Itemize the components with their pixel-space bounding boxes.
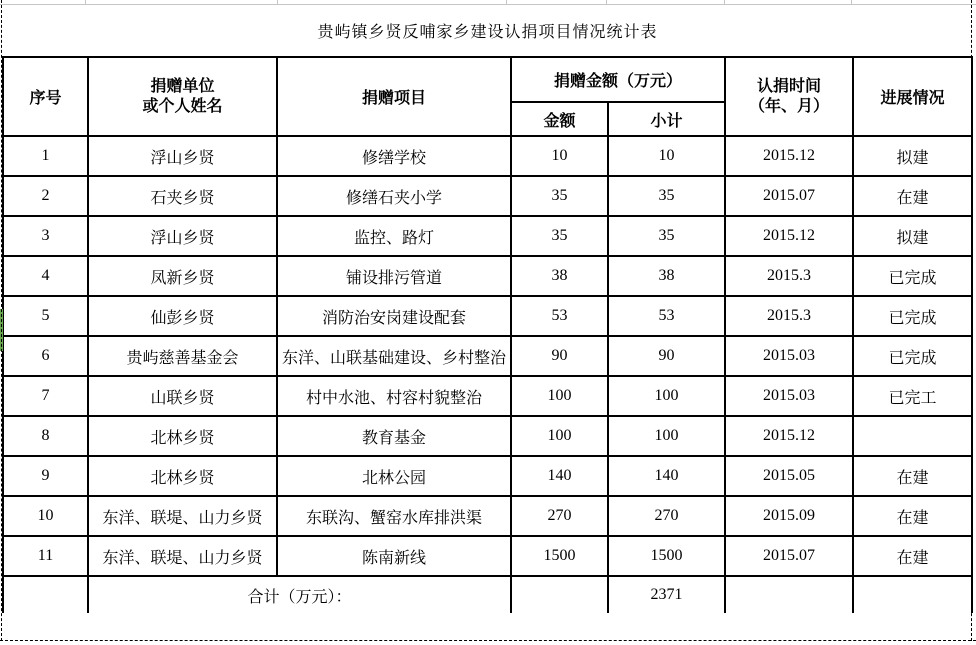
cell-project[interactable]: 教育基金 bbox=[277, 416, 511, 456]
cell-donor[interactable]: 凤新乡贤 bbox=[88, 256, 277, 296]
cell-seq[interactable]: 1 bbox=[3, 136, 88, 176]
cell-seq[interactable]: 9 bbox=[3, 456, 88, 496]
cell-time[interactable]: 2015.05 bbox=[725, 456, 853, 496]
cell-amount[interactable]: 140 bbox=[511, 456, 608, 496]
cell-donor[interactable]: 浮山乡贤 bbox=[88, 136, 277, 176]
total-progress-cell[interactable] bbox=[853, 576, 972, 613]
header-time-line1: 认捐时间 bbox=[756, 77, 821, 95]
cell-project[interactable]: 东联沟、蟹窑水库排洪渠 bbox=[277, 496, 511, 536]
cell-seq[interactable]: 7 bbox=[3, 376, 88, 416]
cell-progress[interactable] bbox=[853, 416, 972, 456]
cell-time[interactable]: 2015.03 bbox=[725, 336, 853, 376]
cell-project[interactable]: 监控、路灯 bbox=[277, 216, 511, 256]
header-donor-line1: 捐赠单位 bbox=[150, 77, 215, 95]
header-amount-group[interactable]: 捐赠金额（万元） bbox=[511, 57, 725, 102]
cell-time[interactable]: 2015.12 bbox=[725, 416, 853, 456]
cell-time[interactable]: 2015.3 bbox=[725, 296, 853, 336]
total-label-cell[interactable]: 合计（万元）： bbox=[88, 576, 511, 613]
cell-progress[interactable]: 在建 bbox=[853, 176, 972, 216]
cell-subtotal[interactable]: 38 bbox=[608, 256, 725, 296]
table-row bbox=[3, 336, 972, 376]
header-time[interactable] bbox=[725, 57, 853, 136]
cell-subtotal[interactable]: 270 bbox=[608, 496, 725, 536]
cell-amount[interactable]: 35 bbox=[511, 216, 608, 256]
cell-amount[interactable]: 10 bbox=[511, 136, 608, 176]
cell-project[interactable]: 东洋、山联基础建设、乡村整治 bbox=[277, 336, 511, 376]
cell-project[interactable]: 铺设排污管道 bbox=[277, 256, 511, 296]
table-row bbox=[3, 456, 972, 496]
cell-donor[interactable]: 浮山乡贤 bbox=[88, 216, 277, 256]
table-row bbox=[3, 256, 972, 296]
header-amount[interactable]: 金额 bbox=[511, 102, 608, 136]
cell-donor[interactable]: 北林乡贤 bbox=[88, 456, 277, 496]
cell-project[interactable]: 北林公园 bbox=[277, 456, 511, 496]
table-row bbox=[3, 136, 972, 176]
cell-progress[interactable]: 拟建 bbox=[853, 136, 972, 176]
cell-subtotal[interactable]: 100 bbox=[608, 416, 725, 456]
cell-seq[interactable]: 6 bbox=[3, 336, 88, 376]
cell-amount[interactable]: 53 bbox=[511, 296, 608, 336]
cell-subtotal[interactable]: 35 bbox=[608, 176, 725, 216]
header-time-line2: （年、月） bbox=[748, 97, 829, 115]
page-break-line-right bbox=[971, 0, 972, 641]
title-row bbox=[3, 5, 972, 57]
cell-donor[interactable]: 东洋、联堤、山力乡贤 bbox=[88, 496, 277, 536]
cell-subtotal[interactable]: 35 bbox=[608, 216, 725, 256]
cell-donor[interactable]: 贵屿慈善基金会 bbox=[88, 336, 277, 376]
cell-progress[interactable]: 在建 bbox=[853, 496, 972, 536]
cell-progress[interactable]: 在建 bbox=[853, 536, 972, 576]
cell-time[interactable]: 2015.03 bbox=[725, 376, 853, 416]
cell-amount[interactable]: 1500 bbox=[511, 536, 608, 576]
cell-amount[interactable]: 270 bbox=[511, 496, 608, 536]
cell-project[interactable]: 修缮石夹小学 bbox=[277, 176, 511, 216]
cell-progress[interactable]: 已完成 bbox=[853, 336, 972, 376]
table-title: 贵屿镇乡贤反哺家乡建设认捐项目情况统计表 bbox=[3, 5, 972, 57]
cell-donor[interactable]: 东洋、联堤、山力乡贤 bbox=[88, 536, 277, 576]
header-seq[interactable]: 序号 bbox=[3, 57, 88, 136]
cell-subtotal[interactable]: 140 bbox=[608, 456, 725, 496]
cell-seq[interactable]: 10 bbox=[3, 496, 88, 536]
cell-progress[interactable]: 拟建 bbox=[853, 216, 972, 256]
cell-time[interactable]: 2015.12 bbox=[725, 216, 853, 256]
cell-amount[interactable]: 100 bbox=[511, 416, 608, 456]
header-progress[interactable]: 进展情况 bbox=[853, 57, 972, 136]
total-subtotal-cell[interactable]: 2371 bbox=[608, 576, 725, 613]
total-row bbox=[3, 576, 972, 613]
cell-subtotal[interactable]: 10 bbox=[608, 136, 725, 176]
cell-subtotal[interactable]: 1500 bbox=[608, 536, 725, 576]
cell-project[interactable]: 消防治安岗建设配套 bbox=[277, 296, 511, 336]
cell-time[interactable]: 2015.12 bbox=[725, 136, 853, 176]
total-time-cell[interactable] bbox=[725, 576, 853, 613]
page-break-line-left bbox=[1, 0, 2, 641]
cell-amount[interactable]: 100 bbox=[511, 376, 608, 416]
cell-donor[interactable]: 山联乡贤 bbox=[88, 376, 277, 416]
total-amount-cell[interactable] bbox=[511, 576, 608, 613]
header-row-top bbox=[3, 57, 972, 102]
cell-seq[interactable]: 3 bbox=[3, 216, 88, 256]
cell-amount[interactable]: 38 bbox=[511, 256, 608, 296]
header-subtotal[interactable]: 小计 bbox=[608, 102, 725, 136]
table-row bbox=[3, 376, 972, 416]
cell-seq[interactable]: 8 bbox=[3, 416, 88, 456]
cell-subtotal[interactable]: 100 bbox=[608, 376, 725, 416]
cell-time[interactable]: 2015.07 bbox=[725, 536, 853, 576]
header-donor[interactable] bbox=[88, 57, 277, 136]
cell-amount[interactable]: 35 bbox=[511, 176, 608, 216]
cell-project[interactable]: 修缮学校 bbox=[277, 136, 511, 176]
cell-seq[interactable]: 2 bbox=[3, 176, 88, 216]
table-row bbox=[3, 416, 972, 456]
header-project[interactable]: 捐赠项目 bbox=[277, 57, 511, 136]
table-row bbox=[3, 536, 972, 576]
cell-subtotal[interactable]: 53 bbox=[608, 296, 725, 336]
cell-time[interactable]: 2015.3 bbox=[725, 256, 853, 296]
cell-project[interactable]: 陈南新线 bbox=[277, 536, 511, 576]
cell-progress[interactable]: 已完成 bbox=[853, 296, 972, 336]
donation-statistics-table bbox=[2, 5, 973, 613]
header-donor-line2: 或个人姓名 bbox=[142, 97, 223, 115]
cell-donor[interactable]: 北林乡贤 bbox=[88, 416, 277, 456]
table-row bbox=[3, 296, 972, 336]
table-row bbox=[3, 496, 972, 536]
total-empty-seq-cell[interactable] bbox=[3, 576, 88, 613]
cell-progress[interactable]: 已完工 bbox=[853, 376, 972, 416]
cell-seq[interactable]: 5 bbox=[3, 296, 88, 336]
cell-donor[interactable]: 仙彭乡贤 bbox=[88, 296, 277, 336]
cell-subtotal[interactable]: 90 bbox=[608, 336, 725, 376]
cell-progress[interactable]: 在建 bbox=[853, 456, 972, 496]
cell-time[interactable]: 2015.07 bbox=[725, 176, 853, 216]
cell-time[interactable]: 2015.09 bbox=[725, 496, 853, 536]
cell-seq[interactable]: 11 bbox=[3, 536, 88, 576]
cell-progress[interactable]: 已完成 bbox=[853, 256, 972, 296]
table-row bbox=[3, 216, 972, 256]
table-row bbox=[3, 176, 972, 216]
cell-donor[interactable]: 石夹乡贤 bbox=[88, 176, 277, 216]
page-break-line-bottom bbox=[0, 640, 976, 641]
cell-seq[interactable]: 4 bbox=[3, 256, 88, 296]
cell-project[interactable]: 村中水池、村容村貌整治 bbox=[277, 376, 511, 416]
cell-amount[interactable]: 90 bbox=[511, 336, 608, 376]
